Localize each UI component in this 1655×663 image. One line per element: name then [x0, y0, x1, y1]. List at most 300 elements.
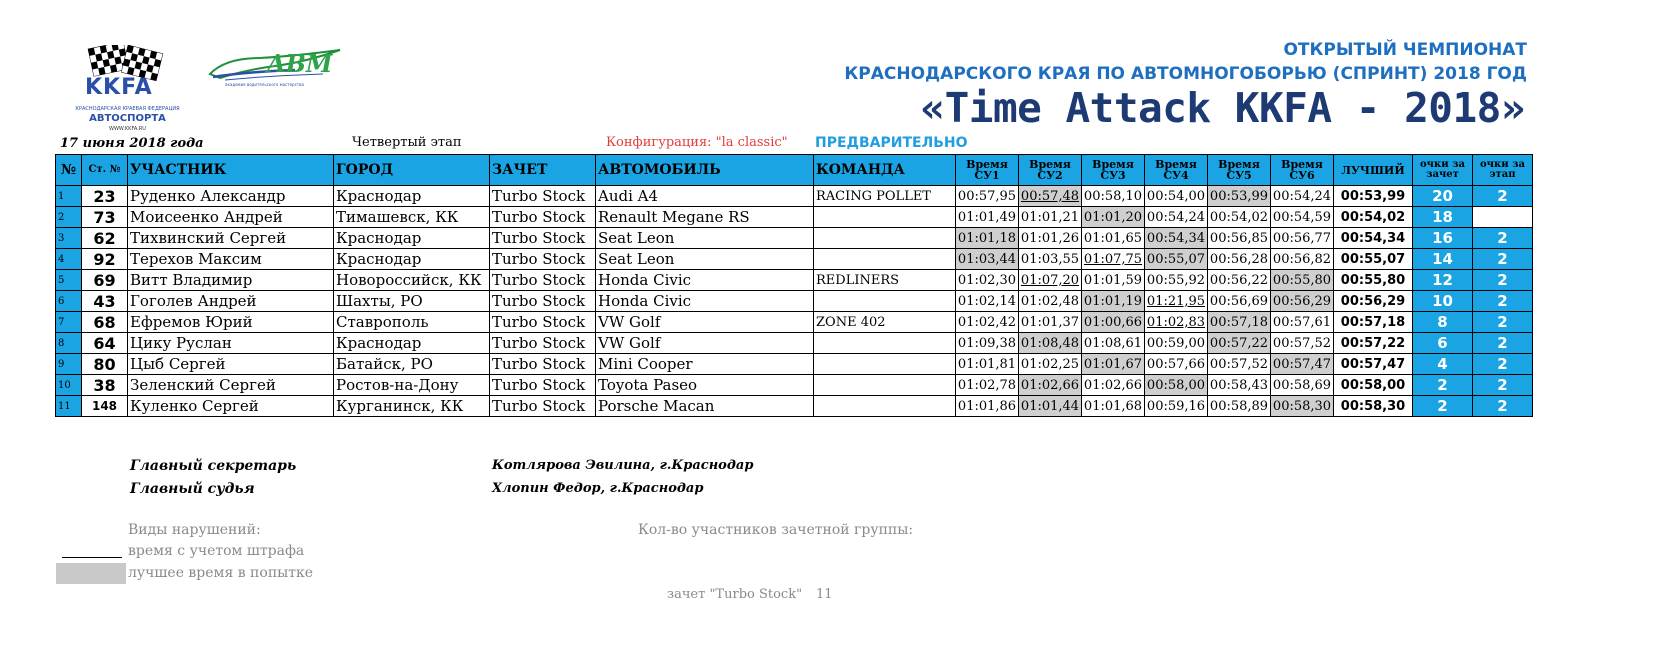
row-best-time: 00:54,02 — [1334, 207, 1413, 228]
event-title: «Time Attack KKFA - 2018» — [920, 84, 1525, 132]
row-city: Краснодар — [334, 333, 490, 354]
row-time-3 — [1082, 312, 1145, 333]
row-car: VW Golf — [596, 333, 814, 354]
row-number: 3 — [56, 228, 82, 249]
row-city: Батайск, РО — [334, 354, 490, 375]
judge-name: Хлопин Федор, г.Краснодар — [492, 481, 704, 496]
row-best-time: 00:53,99 — [1334, 186, 1413, 207]
row-participant: Зеленский Сергей — [128, 375, 334, 396]
legend-best-label: лучшее время в попытке — [128, 565, 314, 581]
table-row — [56, 228, 1533, 249]
row-points-stage: 2 — [1473, 228, 1533, 249]
row-time-value: 01:02,66 — [1020, 377, 1080, 393]
row-bib: 148 — [82, 396, 128, 417]
abm-logo-text: ABM — [267, 49, 333, 78]
table-row — [56, 396, 1533, 417]
row-time-value: 00:57,52 — [1272, 335, 1332, 351]
event-stage: Четвертый этап — [352, 135, 462, 150]
row-time-value: 00:53,99 — [1209, 188, 1269, 204]
row-time-value: 01:01,20 — [1083, 209, 1143, 225]
row-time-5 — [1208, 228, 1271, 249]
row-time-6 — [1271, 291, 1334, 312]
row-time-6 — [1271, 375, 1334, 396]
row-time-value: 01:03,55 — [1020, 251, 1080, 267]
row-time-value: 00:57,48 — [1020, 188, 1080, 204]
row-time-value: 00:58,00 — [1146, 377, 1206, 393]
row-best-time: 00:55,07 — [1334, 249, 1413, 270]
row-time-value: 01:09,38 — [957, 335, 1017, 351]
row-time-value: 01:02,83 — [1146, 314, 1206, 330]
row-time-6 — [1271, 333, 1334, 354]
row-time-3 — [1082, 186, 1145, 207]
row-participant: Цыб Сергей — [128, 354, 334, 375]
row-time-2 — [1019, 207, 1082, 228]
secretary-role: Главный секретарь — [130, 458, 297, 474]
row-number: 6 — [56, 291, 82, 312]
col-time-2: Время СУ2 — [1019, 155, 1082, 186]
violations-title: Виды нарушений: — [128, 522, 261, 538]
row-time-value: 00:58,30 — [1272, 398, 1332, 414]
row-bib: 80 — [82, 354, 128, 375]
row-time-4 — [1145, 396, 1208, 417]
row-points-stage — [1473, 207, 1533, 228]
event-date: 17 июня 2018 года — [60, 136, 204, 151]
row-team — [814, 333, 956, 354]
row-time-1 — [956, 312, 1019, 333]
row-car: VW Golf — [596, 312, 814, 333]
row-time-value: 00:54,02 — [1209, 209, 1269, 225]
row-time-value: 01:01,21 — [1020, 209, 1080, 225]
row-points-class: 12 — [1413, 270, 1473, 291]
row-time-value: 01:02,66 — [1083, 377, 1143, 393]
row-time-1 — [956, 186, 1019, 207]
row-team: ZONE 402 — [814, 312, 956, 333]
row-time-6 — [1271, 312, 1334, 333]
row-bib: 73 — [82, 207, 128, 228]
col-num: № — [56, 155, 82, 186]
row-time-value: 00:56,22 — [1209, 272, 1269, 288]
row-time-value: 01:02,14 — [957, 293, 1017, 309]
row-time-4 — [1145, 249, 1208, 270]
legend-best-swatch — [56, 563, 126, 584]
row-time-value: 00:58,89 — [1209, 398, 1269, 414]
row-time-value: 01:02,48 — [1020, 293, 1080, 309]
row-time-1 — [956, 375, 1019, 396]
row-bib: 68 — [82, 312, 128, 333]
row-time-value: 00:58,43 — [1209, 377, 1269, 393]
row-best-time: 00:58,30 — [1334, 396, 1413, 417]
col-best: ЛУЧШИЙ — [1334, 155, 1413, 186]
row-time-1 — [956, 270, 1019, 291]
col-time-1: Время СУ1 — [956, 155, 1019, 186]
class-summary-label: зачет "Turbo Stock" — [667, 587, 803, 602]
row-number: 9 — [56, 354, 82, 375]
row-number: 1 — [56, 186, 82, 207]
row-bib: 38 — [82, 375, 128, 396]
row-bib: 64 — [82, 333, 128, 354]
row-time-3 — [1082, 270, 1145, 291]
row-time-value: 00:59,16 — [1146, 398, 1206, 414]
row-car: Porsche Macan — [596, 396, 814, 417]
championship-subtitle: КРАСНОДАРСКОГО КРАЯ ПО АВТОМНОГОБОРЬЮ (СПРИНТ) 2018 ГОД — [844, 64, 1527, 84]
table-row — [56, 333, 1533, 354]
results-status: ПРЕДВАРИТЕЛЬНО — [815, 135, 968, 151]
row-points-stage: 2 — [1473, 291, 1533, 312]
championship-title: ОТКРЫТЫЙ ЧЕМПИОНАТ — [1283, 40, 1527, 60]
row-car: Honda Civic — [596, 270, 814, 291]
row-best-time: 00:54,34 — [1334, 228, 1413, 249]
row-time-2 — [1019, 249, 1082, 270]
row-best-time: 00:57,47 — [1334, 354, 1413, 375]
row-time-3 — [1082, 375, 1145, 396]
row-points-class: 2 — [1413, 375, 1473, 396]
row-number: 11 — [56, 396, 82, 417]
row-time-5 — [1208, 375, 1271, 396]
row-points-class: 16 — [1413, 228, 1473, 249]
row-bib: 23 — [82, 186, 128, 207]
row-time-5 — [1208, 207, 1271, 228]
group-count-label: Кол-во участников зачетной группы: — [638, 522, 914, 538]
row-best-time: 00:56,29 — [1334, 291, 1413, 312]
row-time-value: 00:56,69 — [1209, 293, 1269, 309]
row-participant: Тихвинский Сергей — [128, 228, 334, 249]
row-car: Honda Civic — [596, 291, 814, 312]
row-team — [814, 375, 956, 396]
row-team — [814, 291, 956, 312]
row-class: Turbo Stock — [490, 228, 596, 249]
row-time-value: 01:01,26 — [1020, 230, 1080, 246]
row-time-4 — [1145, 270, 1208, 291]
row-team — [814, 228, 956, 249]
row-time-4 — [1145, 186, 1208, 207]
row-participant: Терехов Максим — [128, 249, 334, 270]
kkfa-federation-text: КРАСНОДАРСКАЯ КРАЕВАЯ ФЕДЕРАЦИЯ — [75, 106, 180, 112]
row-points-class: 14 — [1413, 249, 1473, 270]
row-time-3 — [1082, 228, 1145, 249]
row-time-1 — [956, 354, 1019, 375]
row-city: Ставрополь — [334, 312, 490, 333]
row-time-5 — [1208, 291, 1271, 312]
abm-logo — [205, 44, 345, 89]
col-time-6: Время СУ6 — [1271, 155, 1334, 186]
row-time-value: 01:01,59 — [1083, 272, 1143, 288]
row-time-2 — [1019, 312, 1082, 333]
row-time-5 — [1208, 396, 1271, 417]
row-time-value: 00:54,59 — [1272, 209, 1332, 225]
row-bib: 43 — [82, 291, 128, 312]
row-car: Audi A4 — [596, 186, 814, 207]
row-time-value: 00:57,47 — [1272, 356, 1332, 372]
row-car: Renault Megane RS — [596, 207, 814, 228]
row-time-value: 00:56,85 — [1209, 230, 1269, 246]
row-time-5 — [1208, 249, 1271, 270]
row-class: Turbo Stock — [490, 375, 596, 396]
row-time-value: 01:01,37 — [1020, 314, 1080, 330]
col-time-3: Время СУ3 — [1082, 155, 1145, 186]
row-bib: 92 — [82, 249, 128, 270]
row-time-1 — [956, 291, 1019, 312]
row-participant: Витт Владимир — [128, 270, 334, 291]
row-participant: Гоголев Андрей — [128, 291, 334, 312]
car-swoosh-icon — [205, 44, 345, 89]
row-time-3 — [1082, 354, 1145, 375]
row-time-value: 01:01,68 — [1083, 398, 1143, 414]
row-points-stage: 2 — [1473, 186, 1533, 207]
row-participant: Ефремов Юрий — [128, 312, 334, 333]
row-time-value: 01:01,81 — [957, 356, 1017, 372]
row-time-value: 00:55,92 — [1146, 272, 1206, 288]
row-time-4 — [1145, 291, 1208, 312]
kkfa-url-text: WWW.KKFA.RU — [109, 126, 146, 132]
row-time-4 — [1145, 312, 1208, 333]
row-class: Turbo Stock — [490, 291, 596, 312]
table-row — [56, 186, 1533, 207]
row-time-5 — [1208, 312, 1271, 333]
row-time-1 — [956, 228, 1019, 249]
row-points-stage: 2 — [1473, 396, 1533, 417]
row-time-value: 00:55,07 — [1146, 251, 1206, 267]
row-time-4 — [1145, 207, 1208, 228]
row-city: Новороссийск, КК — [334, 270, 490, 291]
row-points-class: 18 — [1413, 207, 1473, 228]
row-bib: 69 — [82, 270, 128, 291]
row-car: Seat Leon — [596, 249, 814, 270]
row-class: Turbo Stock — [490, 333, 596, 354]
row-time-1 — [956, 207, 1019, 228]
row-class: Turbo Stock — [490, 207, 596, 228]
col-points-stage: очки за этап — [1473, 155, 1533, 186]
row-time-value: 00:58,69 — [1272, 377, 1332, 393]
row-time-value: 00:57,66 — [1146, 356, 1206, 372]
row-time-6 — [1271, 396, 1334, 417]
col-car: АВТОМОБИЛЬ — [596, 155, 814, 186]
row-time-value: 00:56,28 — [1209, 251, 1269, 267]
row-time-value: 01:02,30 — [957, 272, 1017, 288]
row-time-value: 00:54,24 — [1272, 188, 1332, 204]
row-number: 7 — [56, 312, 82, 333]
row-number: 2 — [56, 207, 82, 228]
judge-role: Главный судья — [130, 481, 255, 497]
row-points-class: 8 — [1413, 312, 1473, 333]
row-time-6 — [1271, 186, 1334, 207]
row-time-2 — [1019, 228, 1082, 249]
row-time-4 — [1145, 228, 1208, 249]
col-points-class: очки за зачет — [1413, 155, 1473, 186]
row-time-3 — [1082, 291, 1145, 312]
row-city: Курганинск, КК — [334, 396, 490, 417]
row-time-3 — [1082, 333, 1145, 354]
row-points-stage: 2 — [1473, 249, 1533, 270]
row-time-value: 01:01,86 — [957, 398, 1017, 414]
row-time-value: 01:01,49 — [957, 209, 1017, 225]
row-time-value: 00:57,18 — [1209, 314, 1269, 330]
row-time-2 — [1019, 375, 1082, 396]
row-city: Краснодар — [334, 249, 490, 270]
row-time-value: 00:57,61 — [1272, 314, 1332, 330]
row-time-3 — [1082, 249, 1145, 270]
row-points-class: 20 — [1413, 186, 1473, 207]
row-time-value: 00:59,00 — [1146, 335, 1206, 351]
kkfa-logo — [70, 45, 185, 137]
row-time-value: 00:54,24 — [1146, 209, 1206, 225]
row-class: Turbo Stock — [490, 312, 596, 333]
row-points-stage: 2 — [1473, 270, 1533, 291]
row-city: Шахты, РО — [334, 291, 490, 312]
row-number: 4 — [56, 249, 82, 270]
row-time-1 — [956, 333, 1019, 354]
row-time-value: 01:03,44 — [957, 251, 1017, 267]
abm-caption: академия водительского мастерства — [225, 82, 304, 87]
table-row — [56, 207, 1533, 228]
row-time-5 — [1208, 333, 1271, 354]
row-car: Toyota Paseo — [596, 375, 814, 396]
row-points-stage: 2 — [1473, 312, 1533, 333]
row-time-value: 01:07,20 — [1020, 272, 1080, 288]
row-points-class: 4 — [1413, 354, 1473, 375]
row-time-value: 00:54,34 — [1146, 230, 1206, 246]
row-time-value: 01:01,18 — [957, 230, 1017, 246]
row-time-value: 00:56,77 — [1272, 230, 1332, 246]
row-time-value: 00:55,80 — [1272, 272, 1332, 288]
row-time-value: 01:02,42 — [957, 314, 1017, 330]
row-time-3 — [1082, 207, 1145, 228]
row-number: 10 — [56, 375, 82, 396]
col-time-5: Время СУ5 — [1208, 155, 1271, 186]
row-participant: Руденко Александр — [128, 186, 334, 207]
table-header-row — [56, 155, 1533, 186]
row-time-2 — [1019, 354, 1082, 375]
row-time-value: 01:07,75 — [1083, 251, 1143, 267]
secretary-name: Котлярова Эвилина, г.Краснодар — [492, 458, 754, 473]
col-bib: Ст. № — [82, 155, 128, 186]
row-class: Turbo Stock — [490, 249, 596, 270]
row-city: Краснодар — [334, 186, 490, 207]
row-team: REDLINERS — [814, 270, 956, 291]
row-team — [814, 354, 956, 375]
row-time-2 — [1019, 186, 1082, 207]
row-points-class: 2 — [1413, 396, 1473, 417]
row-points-class: 6 — [1413, 333, 1473, 354]
col-participant: УЧАСТНИК — [128, 155, 334, 186]
kkfa-sport-text: АВТОСПОРТА — [89, 113, 166, 124]
row-bib: 62 — [82, 228, 128, 249]
row-points-stage: 2 — [1473, 333, 1533, 354]
row-time-4 — [1145, 375, 1208, 396]
row-team — [814, 207, 956, 228]
row-time-1 — [956, 249, 1019, 270]
row-time-value: 00:57,95 — [957, 188, 1017, 204]
row-car: Seat Leon — [596, 228, 814, 249]
legend-penalty-label: время с учетом штрафа — [128, 543, 305, 559]
row-participant: Цику Руслан — [128, 333, 334, 354]
row-time-value: 01:01,19 — [1083, 293, 1143, 309]
row-number: 8 — [56, 333, 82, 354]
row-time-value: 00:54,00 — [1146, 188, 1206, 204]
row-time-value: 01:08,61 — [1083, 335, 1143, 351]
table-row — [56, 270, 1533, 291]
row-time-6 — [1271, 207, 1334, 228]
table-row — [56, 375, 1533, 396]
row-city: Тимашевск, КК — [334, 207, 490, 228]
row-time-value: 00:58,10 — [1083, 188, 1143, 204]
row-points-stage: 2 — [1473, 354, 1533, 375]
row-best-time: 00:55,80 — [1334, 270, 1413, 291]
row-time-value: 01:08,48 — [1020, 335, 1080, 351]
row-participant: Моисеенко Андрей — [128, 207, 334, 228]
row-time-6 — [1271, 270, 1334, 291]
row-time-1 — [956, 396, 1019, 417]
results-table — [55, 154, 1533, 417]
row-time-5 — [1208, 186, 1271, 207]
row-time-value: 00:57,52 — [1209, 356, 1269, 372]
row-time-value: 01:21,95 — [1146, 293, 1206, 309]
col-city: ГОРОД — [334, 155, 490, 186]
row-time-2 — [1019, 291, 1082, 312]
kkfa-logo-text: KKFA — [85, 75, 153, 100]
row-time-value: 01:02,78 — [957, 377, 1017, 393]
row-class: Turbo Stock — [490, 270, 596, 291]
row-time-2 — [1019, 396, 1082, 417]
col-class: ЗАЧЕТ — [490, 155, 596, 186]
row-class: Turbo Stock — [490, 186, 596, 207]
row-car: Mini Cooper — [596, 354, 814, 375]
row-time-value: 01:02,25 — [1020, 356, 1080, 372]
row-time-value: 01:00,66 — [1083, 314, 1143, 330]
table-row — [56, 249, 1533, 270]
row-time-value: 00:56,29 — [1272, 293, 1332, 309]
row-time-6 — [1271, 249, 1334, 270]
track-configuration: Конфигурация: "la classic" — [606, 135, 788, 150]
row-best-time: 00:58,00 — [1334, 375, 1413, 396]
row-best-time: 00:57,18 — [1334, 312, 1413, 333]
row-city: Краснодар — [334, 228, 490, 249]
results-body — [56, 186, 1533, 417]
row-time-6 — [1271, 354, 1334, 375]
col-team: КОМАНДА — [814, 155, 956, 186]
row-team — [814, 396, 956, 417]
row-time-6 — [1271, 228, 1334, 249]
row-class: Turbo Stock — [490, 354, 596, 375]
row-time-5 — [1208, 270, 1271, 291]
table-row — [56, 312, 1533, 333]
row-time-4 — [1145, 333, 1208, 354]
table-row — [56, 291, 1533, 312]
row-team — [814, 249, 956, 270]
row-participant: Куленко Сергей — [128, 396, 334, 417]
row-number: 5 — [56, 270, 82, 291]
row-points-class: 10 — [1413, 291, 1473, 312]
row-team: RACING POLLET — [814, 186, 956, 207]
row-time-4 — [1145, 354, 1208, 375]
row-time-3 — [1082, 396, 1145, 417]
row-time-value: 01:01,44 — [1020, 398, 1080, 414]
row-time-2 — [1019, 333, 1082, 354]
class-summary-count: 11 — [816, 587, 833, 602]
row-time-2 — [1019, 270, 1082, 291]
row-time-value: 01:01,67 — [1083, 356, 1143, 372]
row-time-value: 00:56,82 — [1272, 251, 1332, 267]
row-city: Ростов-на-Дону — [334, 375, 490, 396]
row-class: Turbo Stock — [490, 396, 596, 417]
legend-penalty-swatch — [62, 557, 122, 558]
row-best-time: 00:57,22 — [1334, 333, 1413, 354]
table-row — [56, 354, 1533, 375]
row-time-5 — [1208, 354, 1271, 375]
row-points-stage: 2 — [1473, 375, 1533, 396]
row-time-value: 01:01,65 — [1083, 230, 1143, 246]
row-time-value: 00:57,22 — [1209, 335, 1269, 351]
col-time-4: Время СУ4 — [1145, 155, 1208, 186]
